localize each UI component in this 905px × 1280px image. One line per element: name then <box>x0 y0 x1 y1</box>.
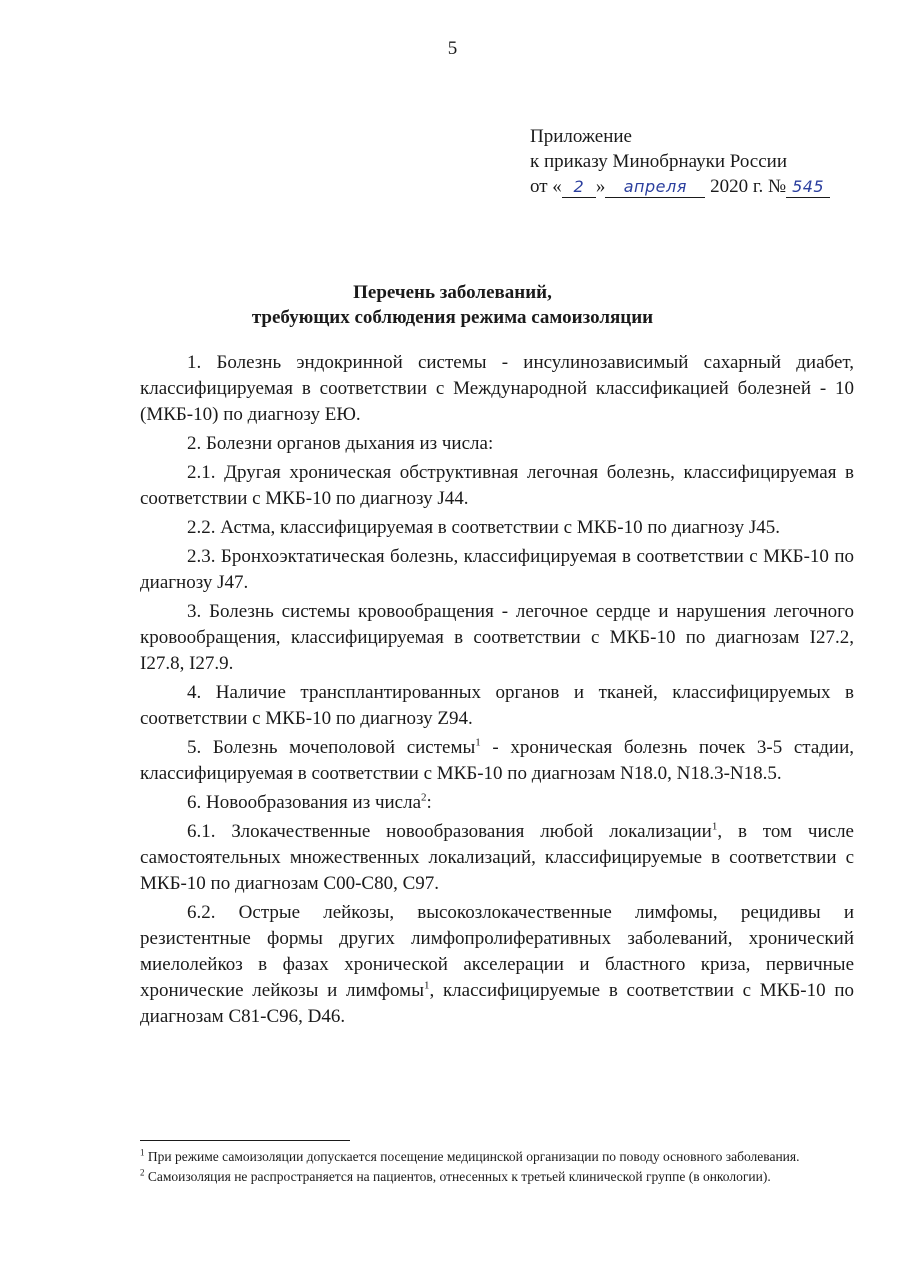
footnote-ref: 1 <box>423 979 430 992</box>
date-month-handwritten: апреля <box>605 177 705 198</box>
document-title <box>0 280 905 330</box>
list-item-1: 1. Болезнь эндокринной системы - инсулинозависимый сахарный диабет, классифицируемая в соответствии с Международной классификацией болезней - 10 (МКБ-10) по диагнозу ЕЮ. <box>140 352 854 425</box>
appendix-header <box>530 124 830 199</box>
list-item-6 <box>140 790 854 816</box>
list-item-2-1: 2.1. Другая хроническая обструктивная легочная болезнь, классифицируемая в соответствии с МКБ-10 по диагнозу J44. <box>140 462 854 509</box>
list-item-4: 4. Наличие трансплантированных органов и тканей, классифицируемых в соответствии с МКБ-10 по диагнозу Z94. <box>140 682 854 729</box>
order-number-handwritten: 545 <box>786 177 830 198</box>
footnote-2-mark: 2 <box>140 1167 145 1178</box>
page-number: 5 <box>447 38 458 59</box>
appendix-date-line <box>530 174 830 199</box>
date-day-handwritten: 2 <box>562 177 596 198</box>
list-item-6-1-text-a: 6.1. Злокачественные новообразования любой локализации <box>187 821 712 842</box>
footnote-ref: 1 <box>475 736 481 749</box>
footnotes <box>140 1148 854 1188</box>
date-prefix: от « <box>530 176 562 197</box>
appendix-title: Приложение <box>530 126 632 147</box>
footnote-ref: 2 <box>421 791 427 804</box>
list-item-2: 2. Болезни органов дыхания из числа: <box>187 433 494 454</box>
footnote-1-text: При режиме самоизоляции допускается посещение медицинской организации по поводу основного заболевания. <box>144 1149 800 1164</box>
list-item-5-text-b: - хроническая болезнь почек 3-5 стадии, классифицируемая в соответствии с МКБ-10 по диагнозам N18.0, N18.3-N18.5. <box>140 737 855 784</box>
date-mid: » <box>595 176 606 197</box>
title-line-2: требующих соблюдения режима самоизоляции <box>251 307 654 328</box>
footnote-2 <box>140 1168 854 1186</box>
footnote-1 <box>140 1148 854 1166</box>
disease-list <box>140 350 854 1033</box>
date-year: 2020 г. № <box>710 176 787 197</box>
footnote-ref: 1 <box>711 820 718 833</box>
list-item-3: 3. Болезнь системы кровообращения - легочное сердце и нарушения легочного кровообращения, классифицируемая в соответствии с МКБ-10 по диагнозам I27.2, I27.8, I27.9. <box>140 601 854 674</box>
footnote-2-text: Самоизоляция не распространяется на пациентов, отнесенных к третьей клинической группе (в онкологии). <box>144 1169 771 1184</box>
footnote-divider <box>140 1140 350 1141</box>
list-item-5 <box>140 735 854 787</box>
title-line-1: Перечень заболеваний, <box>353 282 552 303</box>
list-item-6-text-a: 6. Новообразования из числа <box>187 792 422 813</box>
list-item-2-2: 2.2. Астма, классифицируемая в соответствии с МКБ-10 по диагнозу J45. <box>187 517 781 538</box>
list-item-6-1 <box>140 819 854 897</box>
list-item-6-2 <box>140 900 854 1030</box>
appendix-order-reference: к приказу Минобрнауки России <box>530 151 788 172</box>
list-item-2-3: 2.3. Бронхоэктатическая болезнь, классифицируемая в соответствии с МКБ-10 по диагнозу J47. <box>140 546 854 593</box>
list-item-6-1-text-b: , в том числе самостоятельных множественных локализаций, классифицируемые в соответствии с МКБ-10 по диагнозам С00-С80, С97. <box>140 821 854 894</box>
list-item-6-text-b: : <box>426 792 432 813</box>
footnote-1-mark: 1 <box>140 1147 145 1158</box>
list-item-6-2-text-a: 6.2. Острые лейкозы, высокозлокачественные лимфомы, рецидивы и резистентные формы других лимфопролиферативных заболеваний, хронический миелолейкоз в фазах хронической акселерации и бластного криза, первичные хронические лейкозы и лимфомы <box>140 902 854 1001</box>
list-item-6-2-text-b: , классифицируемые в соответствии с МКБ-10 по диагнозам С81-С96, D46. <box>140 980 854 1027</box>
list-item-5-text-a: 5. Болезнь мочеполовой системы <box>187 737 476 758</box>
